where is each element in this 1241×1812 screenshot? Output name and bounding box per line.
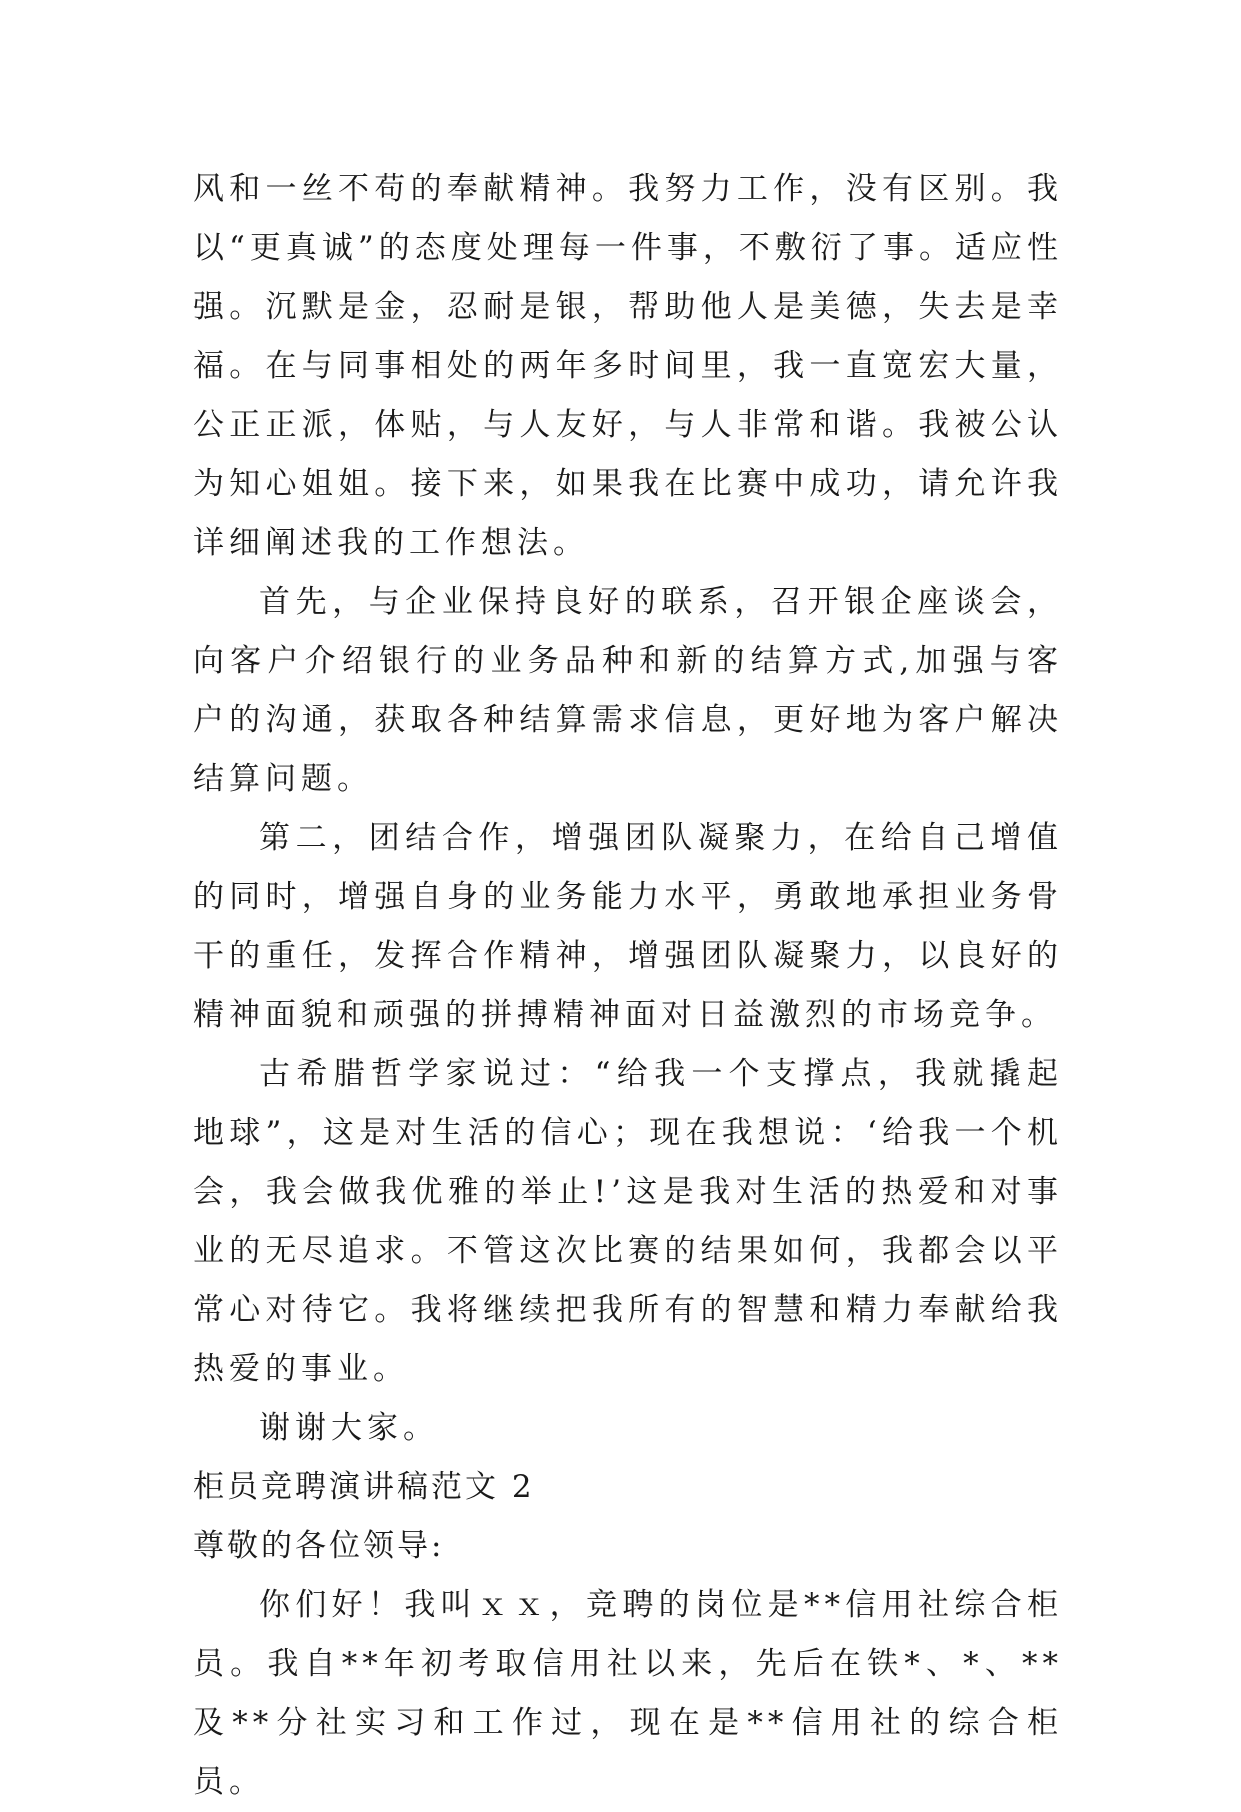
body-paragraph: 第二，团结合作，增强团队凝聚力，在给自己增值的同时，增强自身的业务能力水平，勇敢地承担业务骨干的重任，发挥合作精神，增强团队凝聚力，以良好的精神面貌和顽强的拼搏精神面对日益激烈的市场竞争。 [193, 820, 1063, 1033]
body-paragraph: 古希腊哲学家说过：“给我一个支撑点，我就撬起地球”，这是对生活的信心；现在我想说：‘给我一个机会，我会做我优雅的举止!’这是我对生活的热爱和对事业的无尽追求。不管这次比赛的结果如何，我都会以平常心对待它。我将继续把我所有的智慧和精力奉献给我热爱的事业。 [193, 1056, 1063, 1387]
document-body [193, 160, 1063, 1812]
salutation: 尊敬的各位领导: [193, 1528, 445, 1564]
intro-paragraph: 你们好！我叫ｘｘ，竞聘的岗位是**信用社综合柜员。我自**年初考取信用社以来，先后在铁*、*、**及**分社实习和工作过，现在是**信用社的综合柜员。 [193, 1587, 1063, 1800]
closing-thanks: 谢谢大家。 [259, 1410, 439, 1446]
body-paragraph: 首先，与企业保持良好的联系，召开银企座谈会，向客户介绍银行的业务品种和新的结算方式,加强与客户的沟通，获取各种结算需求信息，更好地为客户解决结算问题。 [193, 584, 1063, 797]
section-title: 柜员竞聘演讲稿范文 2 [193, 1469, 535, 1505]
body-paragraph: 风和一丝不苟的奉献精神。我努力工作，没有区别。我以“更真诚”的态度处理每一件事，不敷衍了事。适应性强。沉默是金，忍耐是银，帮助他人是美德，失去是幸福。在与同事相处的两年多时间里，我一直宽宏大量，公正正派，体贴，与人友好，与人非常和谐。我被公认为知心姐姐。接下来，如果我在比赛中成功，请允许我详细阐述我的工作想法。 [193, 171, 1063, 561]
